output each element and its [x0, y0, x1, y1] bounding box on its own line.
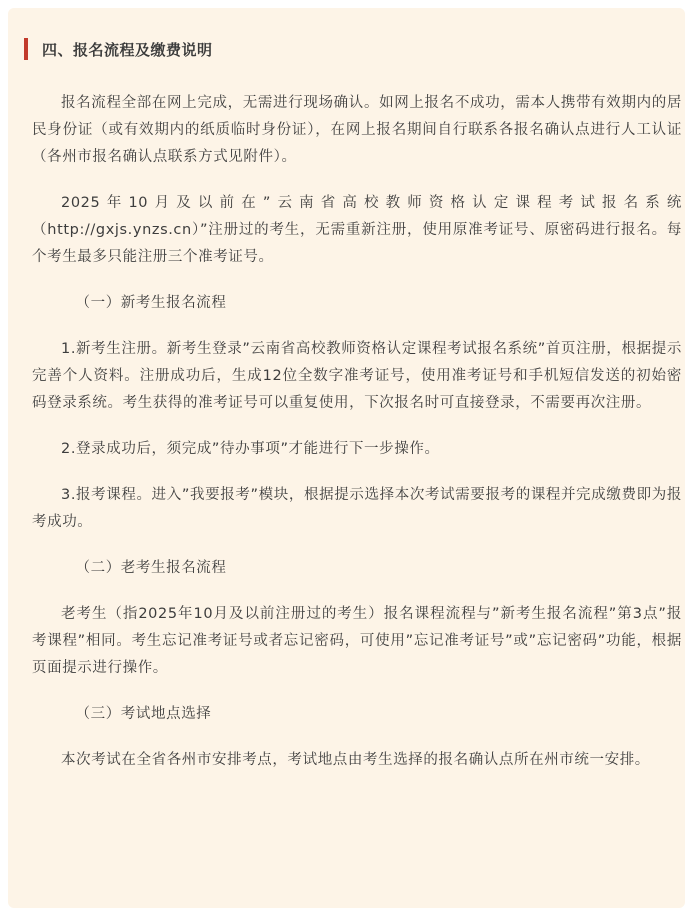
subheading-new-candidates: （一）新考生报名流程	[75, 295, 227, 311]
paragraph-new-candidate-register: 1.新考生注册。新考生登录”云南省高校教师资格认定课程考试报名系统”首页注册，根据提示完善个人资料。注册成功后，生成12位全数字准考证号，使用准考证号和手机短信发送的初始密码登录系统。考生获得的准考证号可以重复使用，下次报名时可直接登录，不需要再次注册。	[32, 341, 682, 411]
article-body	[32, 90, 682, 793]
paragraph-exam-location: 本次考试在全省各州市安排考点，考试地点由考生选择的报名确认点所在州市统一安排。	[61, 752, 650, 768]
article-card	[8, 8, 685, 908]
subheading-returning-candidates: （二）老考生报名流程	[75, 560, 227, 576]
paragraph-previous-registrants: 2025年10月及以前在”云南省高校教师资格认定课程考试报名系统（http://gxjs.ynzs.cn）”注册过的考生，无需重新注册，使用原准考证号、原密码进行报名。每个考生最多只能注册三个准考证号。	[32, 195, 682, 265]
subheading-exam-location: （三）考试地点选择	[75, 706, 212, 722]
paragraph-apply-courses: 3.报考课程。进入”我要报考”模块，根据提示选择本次考试需要报考的课程并完成缴费即为报考成功。	[32, 487, 682, 530]
accent-bar	[24, 38, 28, 60]
paragraph-returning-candidates: 老考生（指2025年10月及以前注册过的考生）报名课程流程与”新考生报名流程”第3点”报考课程”相同。考生忘记准考证号或者忘记密码，可使用”忘记准考证号”或”忘记密码”功能，根据页面提示进行操作。	[32, 606, 682, 676]
paragraph-online-registration: 报名流程全部在网上完成，无需进行现场确认。如网上报名不成功，需本人携带有效期内的居民身份证（或有效期内的纸质临时身份证），在网上报名期间自行联系各报名确认点进行人工认证（各州市报名确认点联系方式见附件）。	[32, 95, 682, 165]
section-title: 四、报名流程及缴费说明	[42, 40, 213, 59]
paragraph-todo-items: 2.登录成功后，须完成”待办事项”才能进行下一步操作。	[61, 441, 440, 457]
section-header	[24, 34, 213, 64]
